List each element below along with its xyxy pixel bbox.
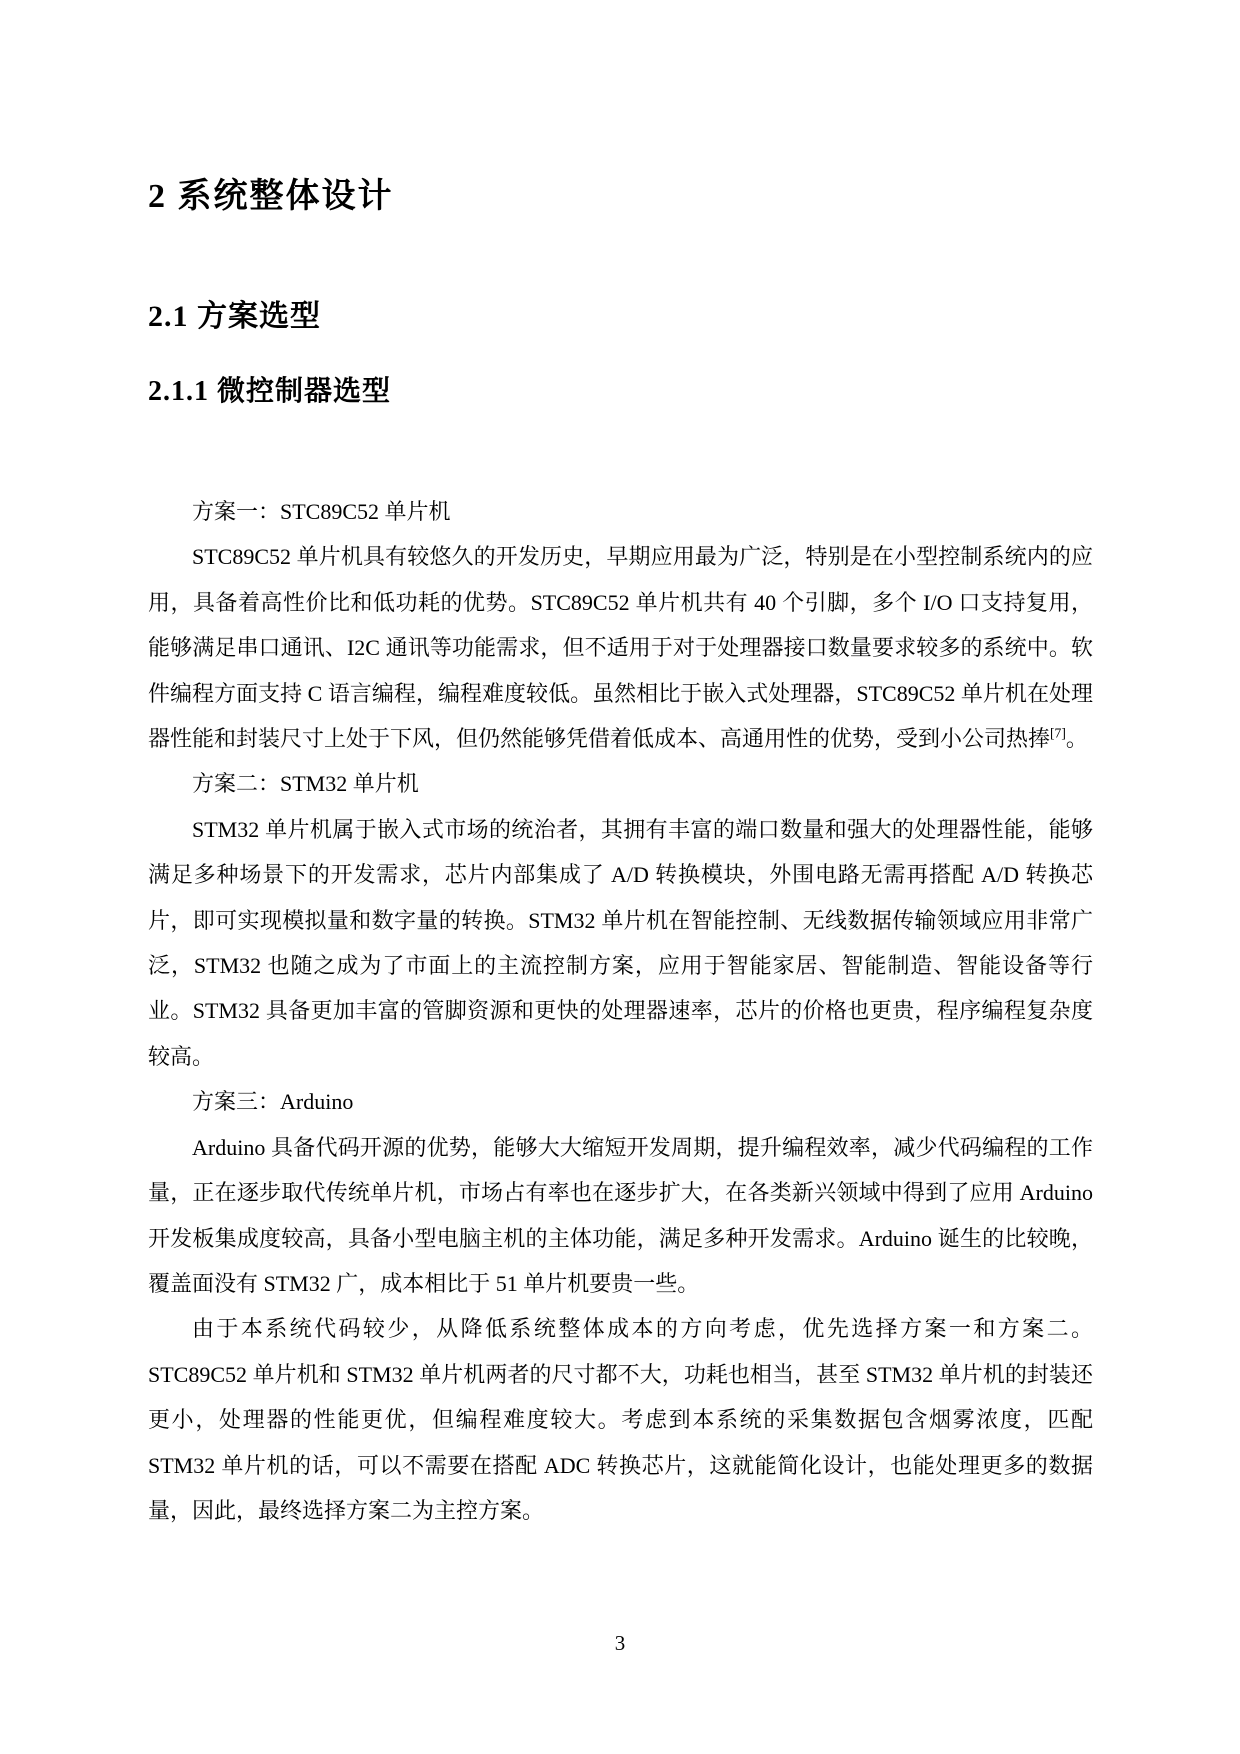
paragraph-text: 方案二：STM32 单片机 bbox=[192, 771, 419, 797]
paragraph-conclusion bbox=[148, 1306, 1093, 1533]
paragraph-scheme1-body bbox=[148, 534, 1093, 761]
section-heading: 2.1 方案选型 bbox=[148, 300, 321, 333]
body-text-block bbox=[148, 489, 1093, 1533]
page-number: 3 bbox=[614, 1631, 626, 1655]
paragraph-text-tail: 。 bbox=[1065, 726, 1088, 752]
citation-ref: [7] bbox=[1050, 725, 1066, 741]
paragraph-text: 方案三：Arduino bbox=[192, 1089, 354, 1115]
paragraph-text: STM32 单片机属于嵌入式市场的统治者，其拥有丰富的端口数量和强大的处理器性能，能够满足多种场景下的开发需求，芯片内部集成了 A/D 转换模块，外围电路无需再搭配 A/D 转换芯片，即可实现模拟量和数字量的转换。STM32 单片机在智能控制、无线数据传输领域应用非常广泛，STM32 也随之成为了市面上的主流控制方案，应用于智能家居、智能制造、智能设备等行业。STM32 具备更加丰富的管脚资源和更快的处理器速率，芯片的价格也更贵，程序编程复杂度较高。 bbox=[148, 816, 1093, 1069]
paragraph-text: 方案一：STC89C52 单片机 bbox=[192, 499, 451, 524]
paragraph-scheme2-body bbox=[148, 807, 1093, 1079]
paragraph-scheme3-body bbox=[148, 1125, 1093, 1307]
paragraph-scheme1-title bbox=[148, 489, 1093, 534]
paragraph-scheme3-title bbox=[148, 1079, 1093, 1124]
subsection-heading: 2.1.1 微控制器选型 bbox=[148, 376, 392, 407]
chapter-heading: 2 系统整体设计 bbox=[148, 178, 394, 215]
paragraph-scheme2-title bbox=[148, 761, 1093, 806]
paragraph-text: Arduino 具备代码开源的优势，能够大大缩短开发周期，提升编程效率，减少代码编程的工作量，正在逐步取代传统单片机，市场占有率也在逐步扩大，在各类新兴领域中得到了应用 Arduino 开发板集成度较高，具备小型电脑主机的主体功能，满足多种开发需求。Arduino 诞生的比较晚，覆盖面没有 STM32 广，成本相比于 51 单片机要贵一些。 bbox=[148, 1134, 1093, 1296]
paragraph-text: 由于本系统代码较少，从降低系统整体成本的方向考虑，优先选择方案一和方案二。STC89C52 单片机和 STM32 单片机两者的尺寸都不大，功耗也相当，甚至 STM32 单片机的封装还更小，处理器的性能更优，但编程难度较大。考虑到本系统的采集数据包含烟雾浓度，匹配 STM32 单片机的话，可以不需要在搭配 ADC 转换芯片，这就能简化设计，也能处理更多的数据量，因此，最终选择方案二为主控方案。 bbox=[148, 1316, 1093, 1523]
paragraph-text: STC89C52 单片机具有较悠久的开发历史，早期应用最为广泛，特别是在小型控制系统内的应用，具备着高性价比和低功耗的优势。STC89C52 单片机共有 40 个引脚，多个 I/O 口支持复用，能够满足串口通讯、I2C 通讯等功能需求，但不适用于对于处理器接口数量要求较多的系统中。软件编程方面支持 C 语言编程，编程难度较低。虽然相比于嵌入式处理器，STC89C52 单片机在处理器性能和封装尺寸上处于下风，但仍然能够凭借着低成本、高通用性的优势，受到小公司热捧 bbox=[148, 544, 1093, 752]
